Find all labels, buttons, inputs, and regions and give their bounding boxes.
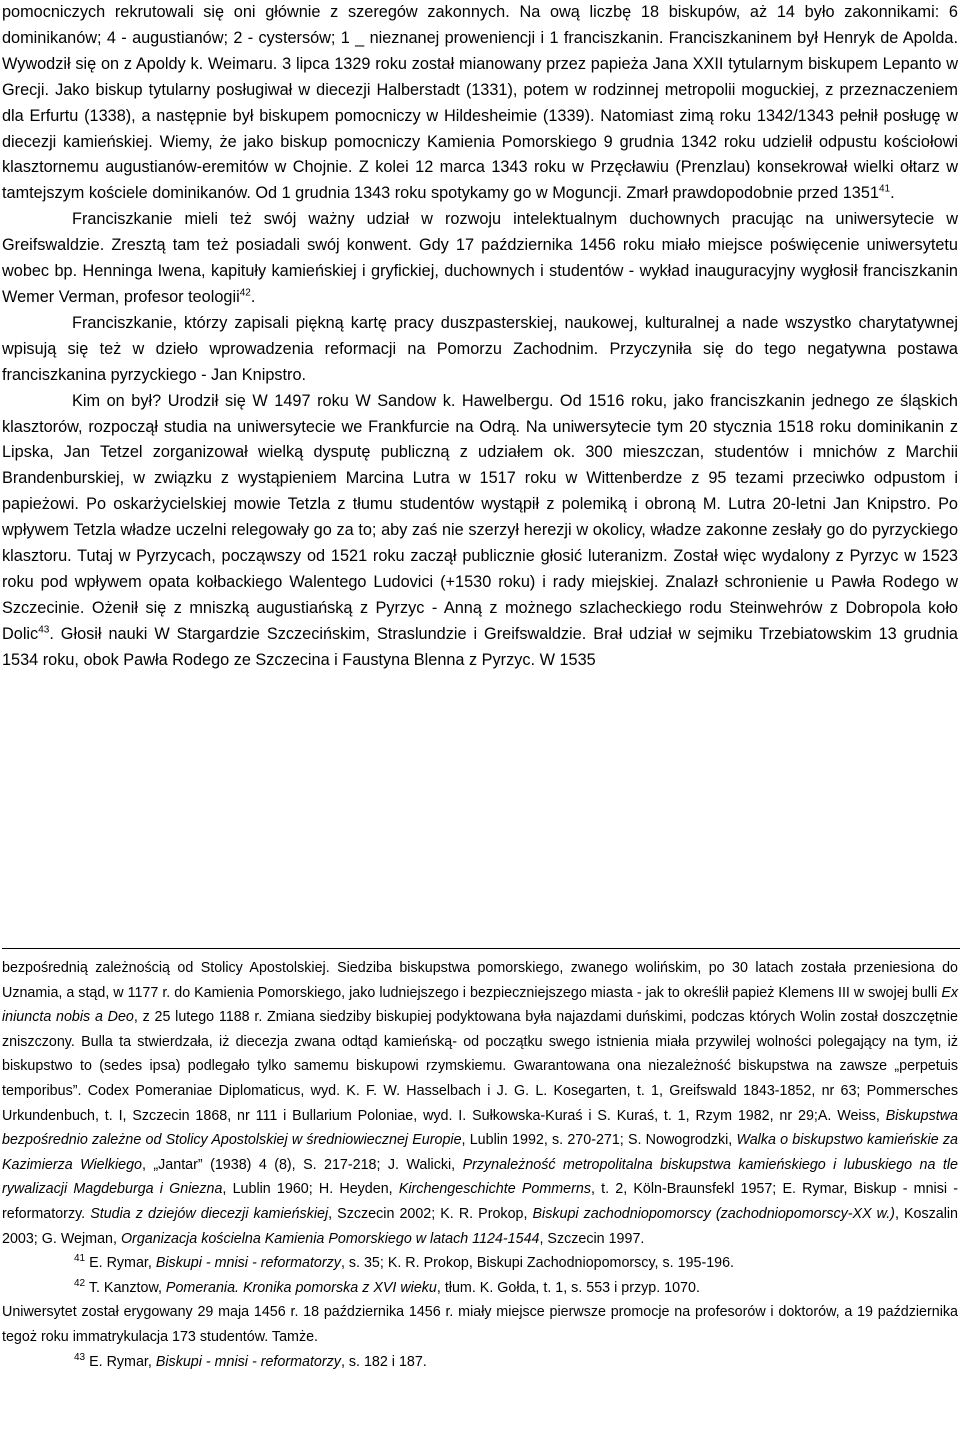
fn-cont-italic: Przynależność metropolitalna biskupstwa kamieńskiego i lubuskiego na tle rywalizacji Magdeburga i Gniezna (2, 1156, 958, 1198)
paragraph-4-text-cont: . Głosił nauki W Stargardzie Szczecińskim, Straslundzie i Greifswaldzie. Brał udział w sejmiku Trzebiatowskim 13 grudnia 1534 roku, obok Pawła Rodego ze Szczecina i Faustyna Blenna z Pyrzyc. W 1535 (2, 624, 958, 669)
footnote-number: 41 (74, 1253, 86, 1265)
fn-text: T. Kanztow, (85, 1279, 166, 1296)
footnote-number: 43 (74, 1351, 86, 1363)
fn-text: , s. 35; K. R. Prokop, Biskupi Zachodniopomorscy, s. 195-196. (340, 1255, 735, 1272)
fn-text: , tłum. K. Gołda, t. 1, s. 553 i przyp. 1070. (436, 1279, 700, 1296)
footnote-42-continuation: Uniwersytet został erygowany 29 maja 1456 r. 18 października 1456 r. miały miejsce pierwsze promocje na profesorów i doktorów, a 19 października tegoż roku immatrykulacja 173 studentów. Tamże. (2, 1304, 958, 1345)
paragraph-2-end: . (250, 287, 256, 306)
fn-text: E. Rymar, (85, 1255, 156, 1272)
paragraph-1 (2, 0, 958, 207)
footnote-ref-41[interactable]: 41 (878, 183, 891, 195)
footnote-43 (2, 1350, 958, 1375)
paragraph-2-text: Franciszkanie mieli też swój ważny udział w rozwoju intelektualnym duchownych pracując na uniwersytecie w Greifswaldzie. Zresztą tam też posiadali swój konwent. Gdy 17 października 1456 roku miało miejsce poświęcenie uniwersytetu wobec bp. Henninga Iwena, kapituły kamieńskiej i gryfickiej, duchownych i studentów - wykład inauguracyjny wygłosił franciszkanin Wemer Verman, profesor teologii (2, 210, 958, 306)
paragraph-2 (2, 207, 958, 311)
footnote-42 (2, 1276, 958, 1301)
main-text (2, 0, 958, 674)
fn-cont-italic: Studia z dziejów diecezji kamieńskiej (90, 1205, 329, 1222)
fn-cont-text: , „Jantar” (1938) 4 (8), S. 217-218; J. Walicki, (142, 1156, 463, 1173)
fn-cont-italic: Biskupstwa bezpośrednio zależne od Stolicy Apostolskiej w średniowiecznej Europie (2, 1107, 958, 1149)
fn-cont-text: , Koszalin 2003; G. Wejman, (2, 1205, 959, 1247)
fn-italic: Biskupi - mnisi - reformatorzy (155, 1255, 341, 1272)
footnote-number: 42 (74, 1277, 86, 1289)
fn-text: , s. 182 i 187. (340, 1353, 427, 1370)
fn-cont-text: bezpośrednią zależnością od Stolicy Apostolskiej. Siedziba biskupstwa pomorskiego, zwanego wolińskim, po 30 latach została przeniesiona do Uznamia, a stąd, w 1177 r. do Kamienia Pomorskiego, jako ludniejszego i bezpieczniejszego miasta - jak to określił papież Klemens III w swojej bulli (2, 960, 958, 1001)
fn-italic: Biskupi - mnisi - reformatorzy (155, 1353, 341, 1370)
footnotes (2, 956, 958, 1374)
paragraph-1-text: pomocniczych rekrutowali się oni głównie z szeregów zakonnych. Na ową liczbę 18 biskupów, aż 14 było zakonnikami: 6 dominikanów; 4 - augustianów; 2 - cystersów; 1 _ nieznanej proweniencji i 1 franciszkanin. Franciszkaninem był Henryk de Apolda. Wywodził się on z Apoldy k. Weimaru. 3 lipca 1329 roku został mianowany przez papieża Jana XXII tytularnym biskupem Lepanto w Grecji. Jako biskup tytularny posługiwał w diecezji Halberstadt (1331), potem w rodzinnej metropolii moguckiej, z przeznaczeniem dla Erfurtu (1338), a następnie był biskupem pomocniczy w Hildesheimie (1339). Natomiast zimą roku 1342/1343 pełnił posługę w diecezji kamieńskiej. Wiemy, że jako biskup pomocniczy Kamienia Pomorskiego 9 grudnia 1342 roku udzielił odpustu kościołowi klasztornemu augustianów-eremitów w Chojnie. Z kolei 12 marca 1343 roku w Przęcławiu (Prenzlau) konsekrował wielki ołtarz w tamtejszym kościele dominikanów. Od 1 grudnia 1343 roku spotykamy go w Moguncji. Zmarł prawdopodobnie przed 1351 (2, 3, 958, 203)
fn-cont-italic: Organizacja kościelna Kamienia Pomorskiego w latach 1124-1544 (120, 1230, 540, 1247)
paragraph-1-end: . (890, 184, 895, 203)
fn-cont-text: , z 25 lutego 1188 r. Zmiana siedziby biskupiej podyktowana była najazdami duńskimi, podczas których Wolin został doszczętnie zniszczony. Bulla ta stwierdzała, iż diecezja zwana odtąd kamieńską- od początku swego istnienia miała przywilej wolności polegający na tym, iż biskupstwo to (sedes ipsa) podlegało tylko samemu biskupowi rzymskiemu. Gwarantowana ona niezależność biskupstwa na zawsze „perpetuis temporibus”. Codex Pomeraniae Diplomaticus, wyd. K. F. W. Hasselbach i J. G. L. Kosegarten, t. 1, Greifswald 1843-1852, nr 63; Pommersches Urkundenbuch, t. I, Szczecin 1868, nr 111 i Bullarium Poloniae, wyd. I. Sułkowska-Kuraś i S. Kuraś, t. 1, Rzym 1982, nr 29;A. Weiss, (2, 1009, 958, 1124)
paragraph-3: Franciszkanie, którzy zapisali piękną kartę pracy duszpasterskiej, naukowej, kulturalnej a nade wszystko charytatywnej wpisują się też w dzieło wprowadzenia reformacji na Pomorzu Zachodnim. Przyczyniła się do tego negatywna postawa franciszkanina pyrzyckiego - Jan Knipstro. (2, 313, 958, 384)
fn-cont-text: , Lublin 1960; H. Heyden, (222, 1181, 399, 1198)
fn-cont-italic: Ex iniuncta nobis a Deo (2, 984, 958, 1026)
fn-cont-text: , Szczecin 1997. (539, 1230, 645, 1247)
fn-cont-text: , Szczecin 2002; K. R. Prokop, (328, 1205, 533, 1222)
paragraph-4 (2, 389, 958, 674)
fn-text: E. Rymar, (85, 1353, 156, 1370)
fn-italic: Pomerania. Kronika pomorska z XVI wieku (165, 1279, 437, 1296)
fn-cont-text: , t. 2, Köln-Braunsfekl 1957; E. Rymar, Biskup - mnisi - reformatorzy. (2, 1181, 958, 1222)
fn-cont-italic: Biskupi zachodniopomorscy (zachodniopomorscy-XX w.) (532, 1205, 895, 1222)
fn-cont-text: , Lublin 1992, s. 270-271; S. Nowogrodzki, (461, 1132, 737, 1149)
document-page (2, 0, 959, 1370)
footnote-41 (2, 1251, 958, 1276)
footnote-ref-42[interactable]: 42 (239, 287, 251, 299)
fn-cont-italic: Kirchengeschichte Pommerns (398, 1181, 591, 1198)
footnote-continuation (2, 956, 958, 1251)
paragraph-4-text: Kim on był? Urodził się W 1497 roku W Sandow k. Hawelbergu. Od 1516 roku, jako franciszkanin jednego ze śląskich klasztorów, rozpoczął studia na uniwersytecie we Frankfurcie na Odrą. Na uniwersytecie tym 20 stycznia 1518 roku dominikanin z Lipska, Jan Tetzel zorganizował wielką dysputę publiczną z udziałem ok. 300 mieszczan, studentów i mnichów z Marchii Brandenburskiej, w związku z wystąpieniem Marcina Lutra w 1517 roku w Wittenberdze z 95 tezami przeciwko odpustom i papieżowi. Po oskarżycielskiej mowie Tetzla z tłumu studentów wystąpił z polemiką i obroną M. Lutra 20-letni Jan Knipstro. Po wpływem Tetzla władze uczelni relegowały go za to; aby zaś nie szerzył herezji w okolicy, władze zakonne zesłały go do pyrzyckiego klasztoru. Tutaj w Pyrzycach, począwszy od 1521 roku zaczął publicznie głosić luteranizm. Został więc wydalony z Pyrzyc w 1523 roku pod wpływem opata kołbackiego Walentego Ludovici (+1530 roku) i rady miejskiej. Znalazł schronienie u Pawła Rodego w Szczecinie. Ożenił się z mniszką augustiańską z Pyrzyc - Anną z możnego szlacheckiego rodu Steinwehrów z Dobropola koło Dolic (2, 391, 958, 643)
footnote-separator (2, 948, 960, 949)
fn-cont-italic: Walka o biskupstwo kamieńskie za Kazimierza Wielkiego (2, 1132, 958, 1173)
footnote-ref-43[interactable]: 43 (38, 624, 50, 636)
